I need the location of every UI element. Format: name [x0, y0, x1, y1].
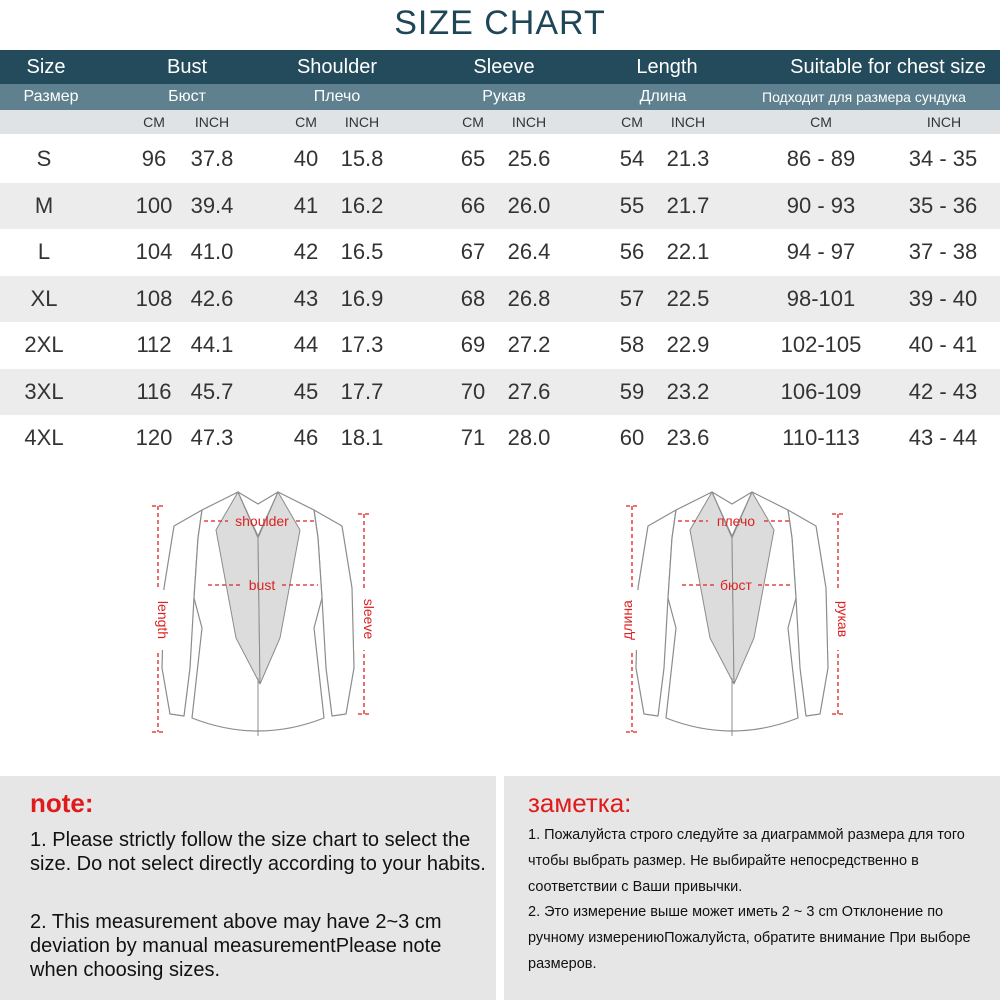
table-row	[0, 415, 1000, 462]
length-inch: 21.7	[666, 192, 710, 218]
header-bust-ru: Бюст	[168, 88, 206, 105]
shoulder-inch: 16.5	[340, 239, 384, 265]
shoulder-inch: 16.2	[340, 192, 384, 218]
garment-diagram-en	[138, 478, 378, 748]
shoulder-inch: 17.3	[340, 332, 384, 358]
label-sleeve: sleeve	[361, 598, 377, 640]
header-chest-ru: Подходит для размера сундука	[762, 89, 966, 105]
label-bust-ru: бюст	[720, 577, 752, 593]
bust-cm: 112	[136, 332, 172, 358]
header-sleeve: Sleeve	[473, 55, 535, 78]
length-cm: 55	[619, 192, 645, 218]
bust-cm: 108	[135, 285, 173, 311]
unit-chest-inch: INCH	[926, 114, 962, 130]
shoulder-inch: 16.9	[340, 285, 384, 311]
sleeve-inch: 27.2	[507, 332, 551, 358]
sleeve-cm: 71	[460, 425, 486, 451]
length-cm: 57	[619, 285, 645, 311]
table-row	[0, 322, 1000, 369]
bust-inch: 45.7	[190, 378, 234, 404]
length-inch: 22.5	[666, 285, 710, 311]
unit-shoulder-inch: INCH	[344, 114, 380, 130]
chest-inch: 35 - 36	[908, 192, 978, 218]
length-inch: 23.6	[666, 425, 710, 451]
chest-inch: 40 - 41	[908, 332, 978, 358]
shoulder-inch: 17.7	[340, 378, 384, 404]
chest-cm: 90 - 93	[786, 192, 856, 218]
chest-cm: 110-113	[782, 425, 860, 451]
note-panel-english	[0, 776, 496, 1000]
note-item-2: 2. This measurement above may have 2~3 cm deviation by manual measurementPlease note when choosing sizes.	[30, 911, 442, 981]
chest-cm: 106-109	[780, 378, 862, 404]
length-inch: 22.1	[666, 239, 710, 265]
shoulder-cm: 40	[293, 146, 319, 172]
label-bust: bust	[248, 577, 276, 593]
shoulder-cm: 45	[293, 378, 319, 404]
table-row	[0, 369, 1000, 416]
sleeve-cm: 70	[460, 378, 486, 404]
bust-cm: 96	[141, 146, 167, 172]
note-item-1: 1. Please strictly follow the size chart to select the size. Do not select directly according to your habits.	[30, 829, 486, 875]
length-cm: 54	[619, 146, 645, 172]
unit-sleeve-cm: CM	[462, 114, 484, 130]
row-size: 4XL	[24, 425, 64, 451]
table-row	[0, 183, 1000, 230]
note-item-1-ru: 1. Пожалуйста строго следуйте за диаграммой размера для того чтобы выбрать размер. Не выбирайте непосредственно в соответствии с Ваши привычки.	[528, 827, 965, 895]
bust-inch: 47.3	[190, 425, 234, 451]
sleeve-cm: 68	[460, 285, 486, 311]
shoulder-cm: 43	[293, 285, 319, 311]
chest-inch: 42 - 43	[908, 378, 978, 404]
length-inch: 22.9	[666, 332, 710, 358]
row-size: 3XL	[24, 378, 64, 404]
bust-inch: 41.0	[190, 239, 234, 265]
shoulder-cm: 41	[293, 192, 319, 218]
shoulder-inch: 18.1	[340, 425, 384, 451]
chest-inch: 37 - 38	[908, 239, 978, 265]
length-cm: 60	[619, 425, 645, 451]
bust-inch: 44.1	[190, 332, 234, 358]
length-cm: 58	[619, 332, 645, 358]
row-size: M	[34, 192, 54, 218]
header-chest: Suitable for chest size	[790, 55, 986, 78]
label-length: length	[155, 600, 171, 640]
unit-bust-inch: INCH	[194, 114, 230, 130]
garment-diagram-ru	[612, 478, 852, 748]
bust-inch: 42.6	[190, 285, 234, 311]
chest-cm: 98-101	[786, 285, 856, 311]
chest-cm: 94 - 97	[786, 239, 856, 265]
header-size-ru: Размер	[23, 88, 79, 105]
bust-cm: 100	[135, 192, 173, 218]
header-length: Length	[636, 55, 698, 78]
length-inch: 21.3	[666, 146, 710, 172]
header-length-ru: Длина	[639, 88, 687, 105]
sleeve-cm: 65	[460, 146, 486, 172]
shoulder-cm: 46	[293, 425, 319, 451]
note-item-2-ru: 2. Это измерение выше может иметь 2 ~ 3 cm Отклонение по ручному измерениюПожалуйста, обратите внимание При выборе размеров.	[528, 904, 971, 972]
sleeve-inch: 26.4	[507, 239, 551, 265]
chest-inch: 43 - 44	[908, 425, 978, 451]
label-shoulder: shoulder	[235, 513, 289, 529]
length-cm: 56	[619, 239, 645, 265]
sleeve-inch: 27.6	[507, 378, 551, 404]
header-bust: Bust	[166, 55, 208, 78]
sleeve-cm: 66	[460, 192, 486, 218]
row-size: S	[36, 146, 52, 172]
label-sleeve-ru: рукав	[835, 600, 851, 638]
chest-inch: 39 - 40	[908, 285, 978, 311]
unit-bust-cm: CM	[143, 114, 165, 130]
row-size: L	[37, 239, 51, 265]
row-size: XL	[30, 285, 58, 311]
bust-cm: 104	[135, 239, 173, 265]
table-row	[0, 229, 1000, 276]
table-row	[0, 276, 1000, 323]
header-shoulder-ru: Плечо	[313, 88, 361, 105]
bust-cm: 120	[135, 425, 173, 451]
row-size: 2XL	[24, 332, 64, 358]
bust-cm: 116	[136, 378, 172, 404]
chest-cm: 86 - 89	[786, 146, 856, 172]
unit-chest-cm: CM	[810, 114, 832, 130]
label-shoulder-ru: плечо	[716, 513, 756, 529]
table-row	[0, 136, 1000, 183]
sleeve-inch: 25.6	[507, 146, 551, 172]
note-title: note:	[30, 788, 94, 818]
page-title: SIZE CHART	[394, 4, 606, 42]
unit-shoulder-cm: CM	[295, 114, 317, 130]
header-russian	[0, 84, 1000, 110]
length-cm: 59	[619, 378, 645, 404]
note-panel-russian	[504, 776, 1000, 1000]
shoulder-cm: 44	[293, 332, 319, 358]
label-length-ru: длина	[619, 600, 635, 640]
shoulder-inch: 15.8	[340, 146, 384, 172]
chest-inch: 34 - 35	[908, 146, 978, 172]
bust-inch: 37.8	[190, 146, 234, 172]
header-shoulder: Shoulder	[296, 55, 378, 78]
sleeve-inch: 26.8	[507, 285, 551, 311]
sleeve-inch: 28.0	[507, 425, 551, 451]
sleeve-cm: 67	[460, 239, 486, 265]
unit-sleeve-inch: INCH	[511, 114, 547, 130]
header-english	[0, 50, 1000, 84]
header-sleeve-ru: Рукав	[482, 88, 526, 105]
unit-length-cm: CM	[621, 114, 643, 130]
length-inch: 23.2	[666, 378, 710, 404]
shoulder-cm: 42	[293, 239, 319, 265]
chest-cm: 102-105	[780, 332, 862, 358]
sleeve-inch: 26.0	[507, 192, 551, 218]
units-row	[0, 110, 1000, 134]
note-title-ru: заметка:	[528, 788, 632, 818]
sleeve-cm: 69	[460, 332, 486, 358]
unit-length-inch: INCH	[670, 114, 706, 130]
bust-inch: 39.4	[190, 192, 234, 218]
header-size: Size	[26, 55, 66, 78]
